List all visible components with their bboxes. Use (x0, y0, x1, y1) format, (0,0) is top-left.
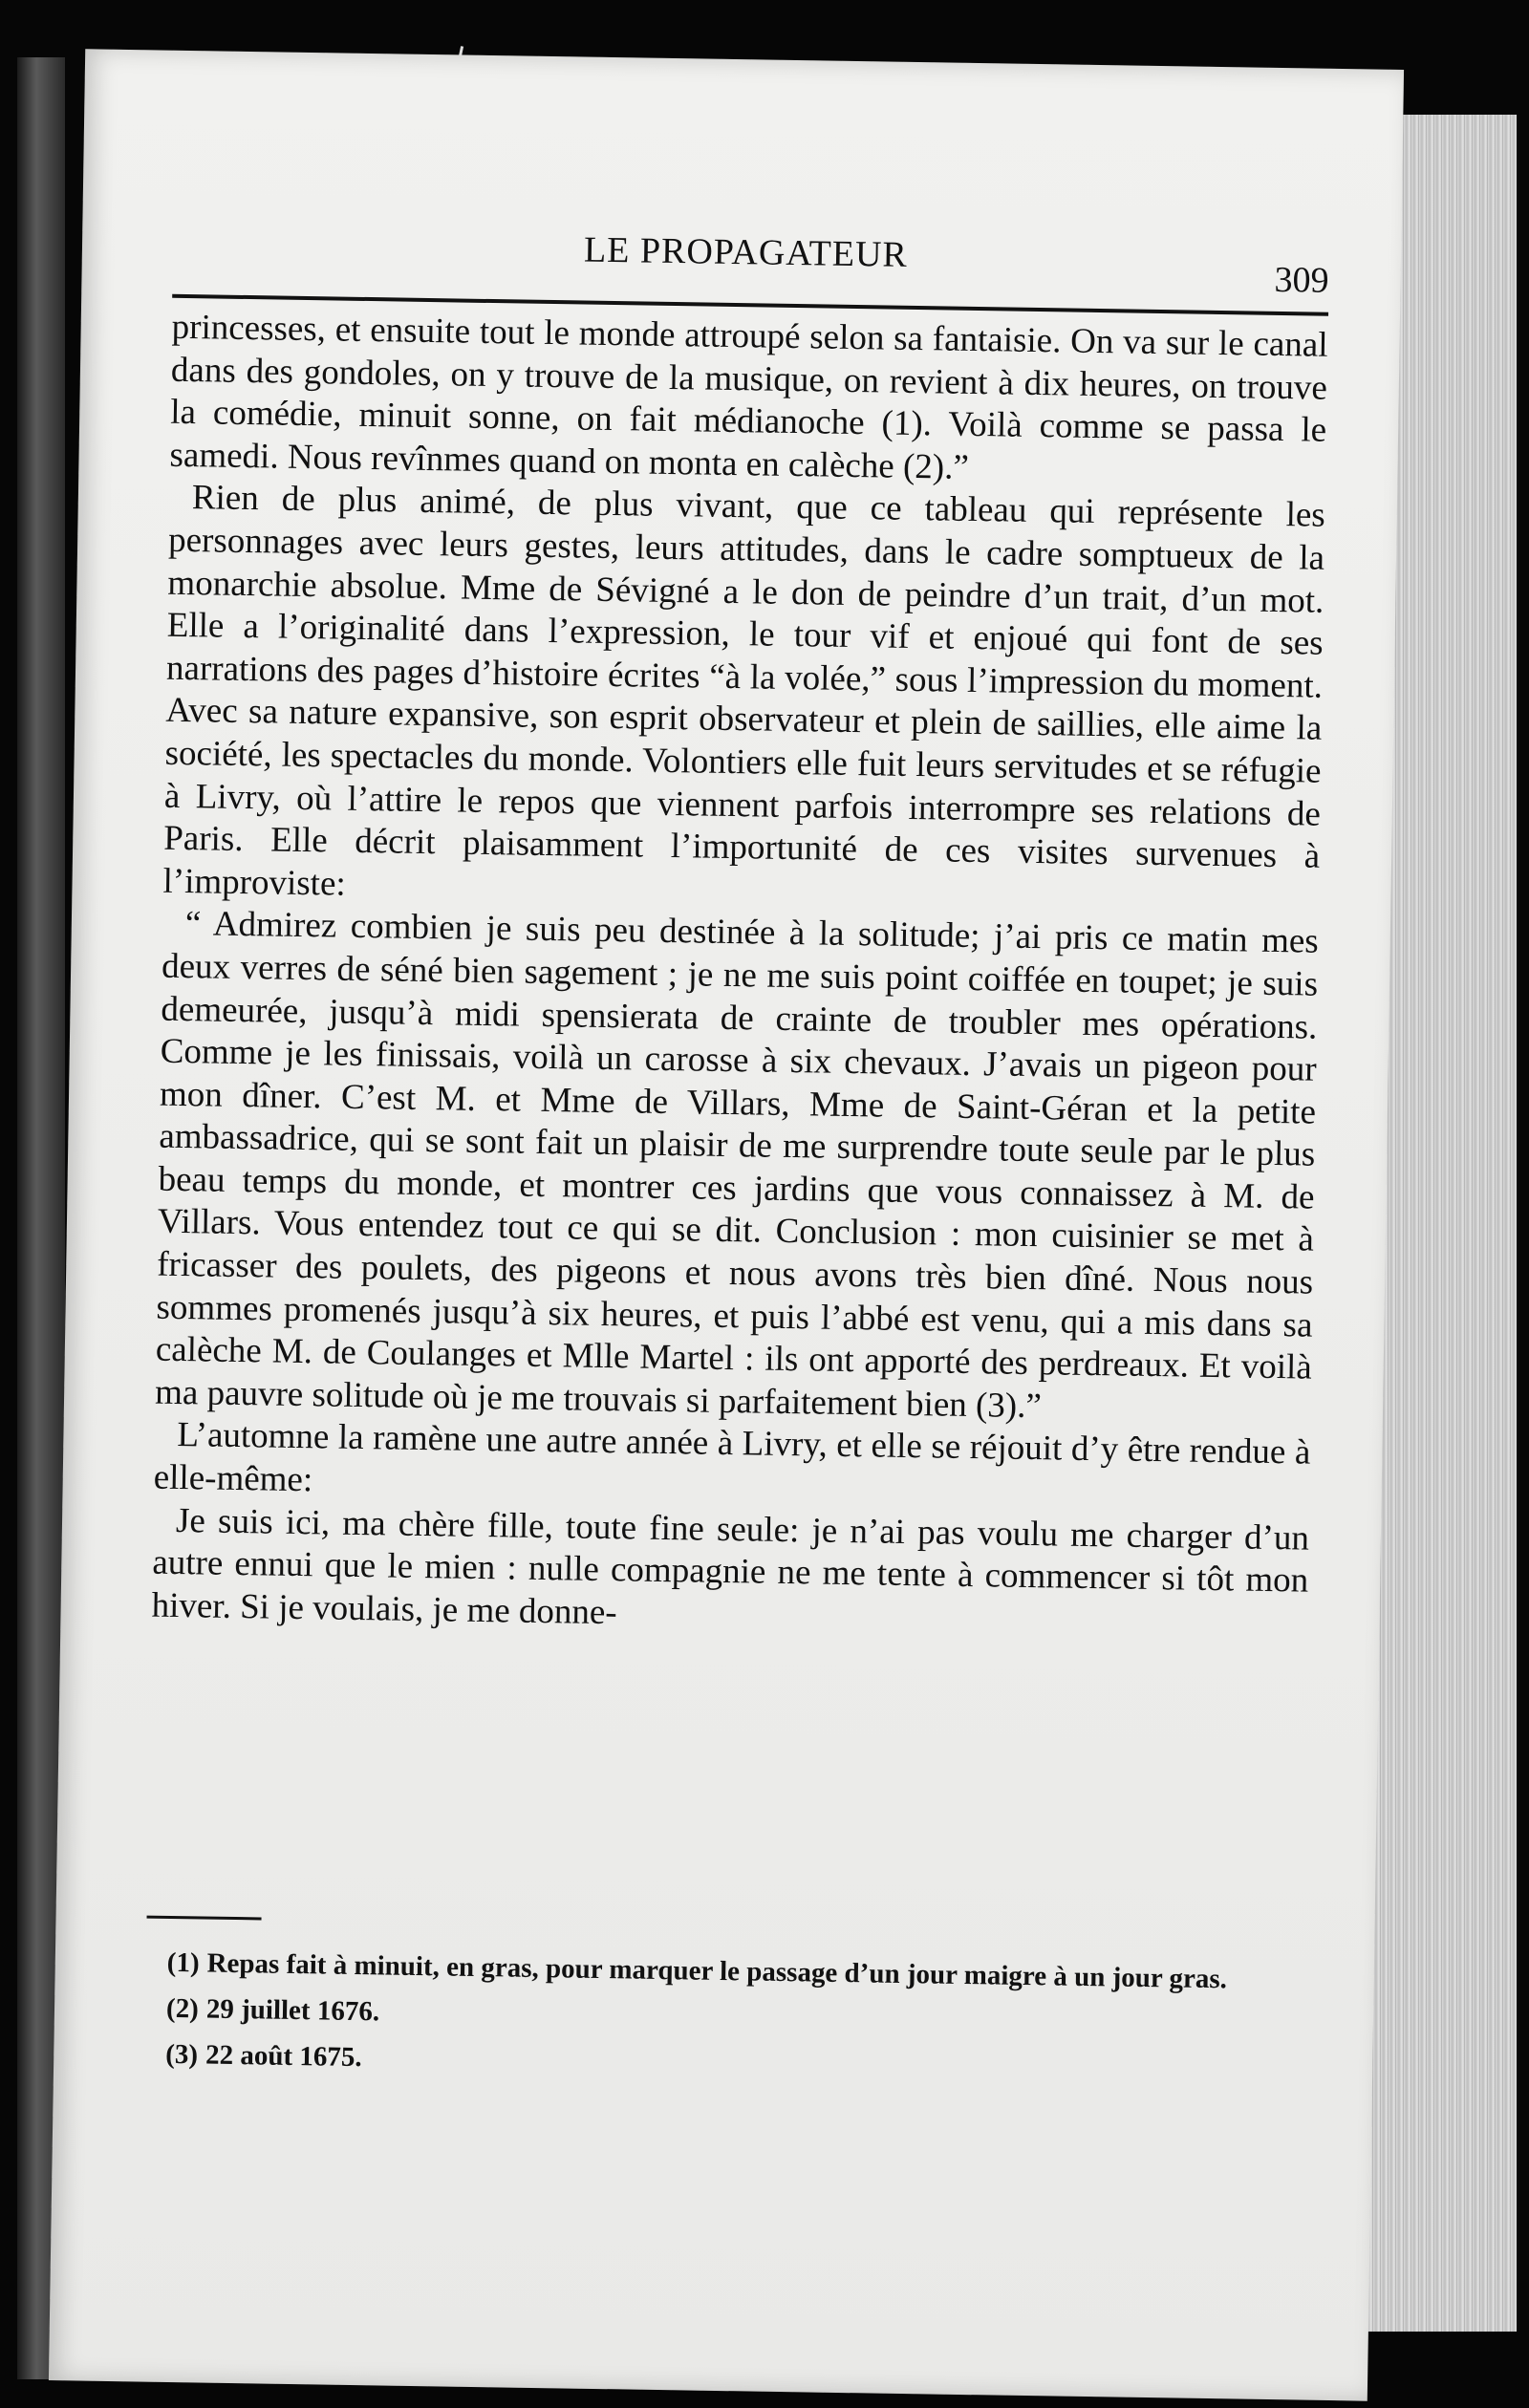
page-header (172, 223, 1329, 308)
paragraph-continuation: princesses, et ensuite tout le monde attroupé selon sa fantaisie. On va sur le canal dans des gondoles, on y trouve de la musique, on revient à dix heures, on trouve la comédie, minuit sonne, on fait médianoche (1). Voilà comme se passa le samedi. Nous revînmes quand on monta en calèche (2).” (169, 307, 1328, 487)
footnote-text: Repas fait à minuit, en gras, pour marquer le passage d’un jour maigre à un jour gras. (206, 1947, 1228, 1995)
footnote-marker: (1) (166, 1946, 200, 1979)
footnote (145, 1990, 1302, 2045)
footnote-text: 29 juillet 1676. (205, 1993, 380, 2028)
quoted-letter: “ Admirez combien je suis peu destinée à la solitude; j’ai pris ce matin mes deux verres de séné bien sagement ; je ne me suis point coiffée en toupet; je suis demeurée, jusqu’à midi spensierata de crainte de troubler mes opérations. Comme je les finissais, voilà un carosse à six chevaux. J’avais un pigeon pour mon dîner. C’est M. et Mme de Villars, Mme de Saint-Géran et la petite ambassadrice, qui se sont fait un plaisir de me surprendre toute seule par le plus beau temps du monde, et montrer ces jardins que vous connaissez à M. de Villars. Vous entendez tout ce qui se dit. Conclusion : mon cuisinier se met à fricasser des poulets, des pigeons et nous avons très bien dîné. Nous nous sommes promenés jusqu’à six heures, et puis l’abbé est venu, qui a mis dans sa calèche M. de Coulanges et Mlle Martel : ils ont apporté des perdreaux. Et voilà ma pauvre solitude où je me trouvais si parfaitement bien (3).” (154, 904, 1320, 1427)
page-number: 309 (1274, 259, 1329, 301)
footnote (144, 2036, 1301, 2091)
body-text (151, 307, 1328, 1645)
book-page (49, 49, 1404, 2400)
footnote-rule (147, 1916, 262, 1921)
paragraph: Rien de plus animé, de plus vivant, que ce tableau qui représente les personnages avec leurs gestes, leurs attitudes, dans le cadre somptueux de la monarchie absolue. Mme de Sévigné a le don de peindre d’un trait, d’un mot. Elle a l’originalité dans l’expression, le tour vif et enjoué qui font de ses narrations des pages d’histoire écrites “à la volée,” sous l’impression du moment. Avec sa nature expansive, son esprit observateur et plein de saillies, elle aime la société, les spectacles du monde. Volontiers elle fuit leurs servitudes et se réfugie à Livry, où l’attire le repos que viennent parfois interrompre ses relations de Paris. Elle décrit plaisamment l’importunité de ces visites survenues à l’improviste: (162, 478, 1326, 904)
paragraph: L’automne la ramène une autre année à Livry, et elle se réjouit d’y être rendue à elle-même: (153, 1415, 1311, 1500)
running-title: LE PROPAGATEUR (583, 229, 909, 275)
footnote-marker: (2) (165, 1992, 200, 2025)
footnotes (144, 1945, 1303, 2100)
quoted-letter: Je suis ici, ma chère fille, toute fine seule: je n’ai pas voulu me charger d’un autre ennui que le mien : nulle compagnie ne me tente à commencer si tôt mon hiver. Si je voulais, je me donne- (151, 1500, 1310, 1633)
footnote-marker: (3) (165, 2038, 199, 2071)
footnote (146, 1945, 1303, 1999)
footnote-text: 22 août 1675. (205, 2039, 362, 2074)
